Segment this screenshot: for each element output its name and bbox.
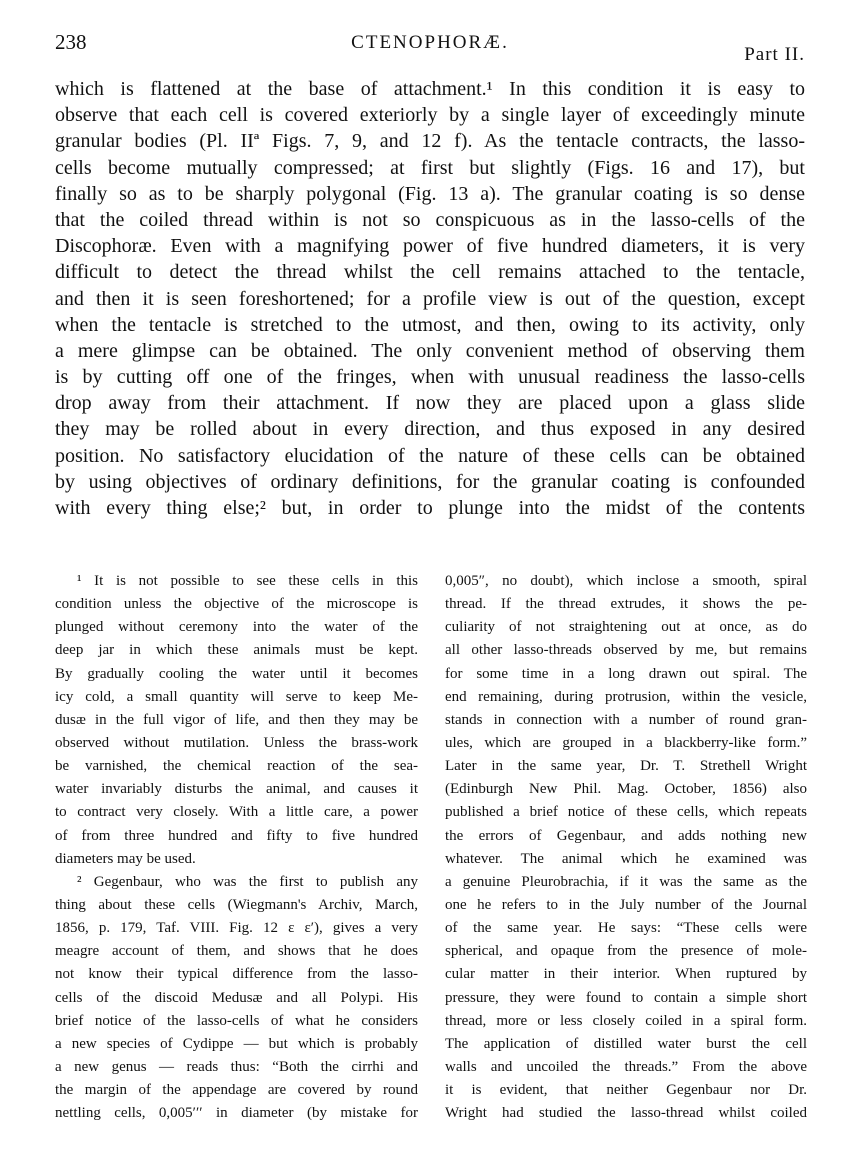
footnote-line: the errors of Gegenbaur, and adds nothing new	[445, 827, 807, 844]
main-text-line: observe that each cell is covered exteriorly by a single layer of exceedingly minute	[55, 104, 805, 127]
page-number: 238	[55, 30, 87, 54]
footnote-line: all other lasso-threads observed by me, but remains	[445, 642, 807, 659]
main-text-line: by using objectives of ordinary definitions, for the granular coating is confounded	[55, 470, 805, 493]
footnote-line: one he refers to in the July number of the Journal	[445, 896, 807, 913]
footnote-line: dusæ in the full vigor of life, and then they may be	[55, 711, 418, 728]
footnote-line: deep jar in which these animals must be kept.	[55, 642, 418, 659]
main-text-line: a mere glimpse can be obtained. The only convenient method of observing them	[55, 339, 805, 362]
footnote-line: ¹ It is not possible to see these cells in this	[77, 573, 418, 589]
main-text-line: finally so as to be sharply polygonal (Fig. 13 a). The granular coating is so dense	[55, 182, 805, 205]
main-text-line: is by cutting off one of the fringes, when with unusual readiness the lasso-cells	[55, 366, 805, 389]
footnote-line: Wright had studied the lasso-thread whilst coiled	[445, 1105, 807, 1122]
footnote-line: culiarity of not straightening out at once, as do	[445, 619, 807, 636]
main-text-line: which is flattened at the base of attachment.¹ In this condition it is easy to	[55, 78, 805, 100]
running-header	[55, 30, 805, 65]
main-text-line: position. No satisfactory elucidation of the nature of these cells can be obtained	[55, 444, 805, 467]
footnote-line: it is evident, that neither Gegenbaur nor Dr.	[445, 1082, 807, 1099]
footnote-line: walls and uncoiled the threads.” From the above	[445, 1058, 807, 1075]
footnote-line: of the same year. He says: “These cells were	[445, 920, 807, 937]
footnote-line: not know their typical difference from the lasso-	[55, 966, 418, 983]
footnote-line: Later in the same year, Dr. T. Strethell Wright	[445, 758, 807, 775]
main-text	[55, 76, 805, 521]
main-text-line: when the tentacle is stretched to the utmost, and then, owing to its activity, only	[55, 313, 805, 336]
main-text-line: granular bodies (Pl. IIª Figs. 7, 9, and 12 f). As the tentacle contracts, the lasso-	[55, 130, 805, 153]
footnotes-right-column	[445, 570, 807, 1125]
footnote-line: whatever. The animal which he examined was	[445, 850, 807, 867]
footnote-line: cells of the discoid Medusæ and all Polypi. His	[55, 989, 418, 1006]
running-title: CTENOPHORÆ.	[351, 32, 509, 53]
footnote-line: diameters may be used.	[55, 850, 196, 867]
footnote-line: stands in connection with a number of round gran-	[445, 711, 807, 728]
footnote-line: thing about these cells (Wiegmann's Archiv, March,	[55, 896, 418, 913]
footnote-line: pressure, they were found to contain a simple short	[445, 989, 807, 1006]
footnote-line: brief notice of the lasso-cells of what he considers	[55, 1012, 418, 1029]
main-text-line: they may be rolled about in every direction, and thus exposed in any desired	[55, 418, 805, 441]
footnote-line: ules, which are grouped in a blackberry-like form.”	[445, 734, 807, 751]
footnote-line: meagre account of them, and shows that he does	[55, 943, 418, 960]
footnote-line: end remaining, during protrusion, within the vesicle,	[445, 688, 807, 705]
footnote-line: of from three hundred and fifty to five hundred	[55, 827, 418, 844]
footnotes-left-column	[55, 570, 418, 1125]
main-text-line: drop away from their attachment. If now they are placed upon a glass slide	[55, 392, 805, 415]
footnote-line: 1856, p. 179, Taf. VIII. Fig. 12 ε ε′), gives a very	[55, 920, 418, 937]
footnote-line: observed without mutilation. Unless the brass-work	[55, 734, 418, 751]
main-text-line: difficult to detect the thread whilst the cell remains attached to the tentacle,	[55, 261, 805, 284]
footnote-line: spherical, and opaque from the presence of mole-	[445, 943, 807, 960]
footnote-line: a new species of Cydippe — but which is probably	[55, 1035, 418, 1052]
footnote-line: a new genus — reads thus: “Both the cirrhi and	[55, 1058, 418, 1075]
footnote-line: to contract very closely. With a little care, a power	[55, 804, 418, 821]
footnote-line: thread. If the thread extrudes, it shows the pe-	[445, 596, 807, 613]
footnote-line: cular matter in their interior. When ruptured by	[445, 966, 807, 983]
main-text-line: with every thing else;² but, in order to plunge into the midst of the contents	[55, 497, 805, 519]
footnote-line: nettling cells, 0,005′′′ in diameter (by mistake for	[55, 1105, 418, 1122]
main-text-line: cells become mutually compressed; at first but slightly (Figs. 16 and 17), but	[55, 156, 805, 179]
footnote-line: thread, more or less closely coiled in a spiral form.	[445, 1012, 807, 1029]
footnote-line: ² Gegenbaur, who was the first to publish any	[77, 873, 418, 890]
footnote-line: condition unless the objective of the microscope is	[55, 596, 418, 613]
footnote-line: The application of distilled water burst the cell	[445, 1035, 807, 1052]
footnote-line: a genuine Pleurobrachia, if it was the same as the	[445, 873, 807, 890]
main-text-line: and then it is seen foreshortened; for a profile view is out of the question, except	[55, 287, 805, 310]
footnote-line: be varnished, the chemical reaction of the sea-	[55, 758, 418, 775]
footnote-line: water invariably disturbs the animal, and causes it	[55, 781, 418, 798]
footnote-line: plunged without ceremony into the water of the	[55, 619, 418, 636]
footnote-line: By gradually cooling the water until it becomes	[55, 665, 418, 682]
main-text-line: Discophoræ. Even with a magnifying power of five hundred diameters, it is very	[55, 235, 805, 258]
footnote-line: published a brief notice of these cells, which repeats	[445, 804, 807, 821]
footnote-line: the margin of the appendage are covered by round	[55, 1082, 418, 1099]
footnote-line: (Edinburgh New Phil. Mag. October, 1856) also	[445, 781, 807, 798]
main-text-line: that the coiled thread within is not so conspicuous as in the lasso-cells of the	[55, 208, 805, 231]
footnote-line: for some time in a long drawn out spiral. The	[445, 665, 807, 682]
footnote-line: icy cold, a small quantity will serve to keep Me-	[55, 688, 418, 705]
footnote-line: 0,005″, no doubt), which inclose a smooth, spiral	[445, 573, 807, 589]
part-label: Part II.	[744, 44, 805, 65]
